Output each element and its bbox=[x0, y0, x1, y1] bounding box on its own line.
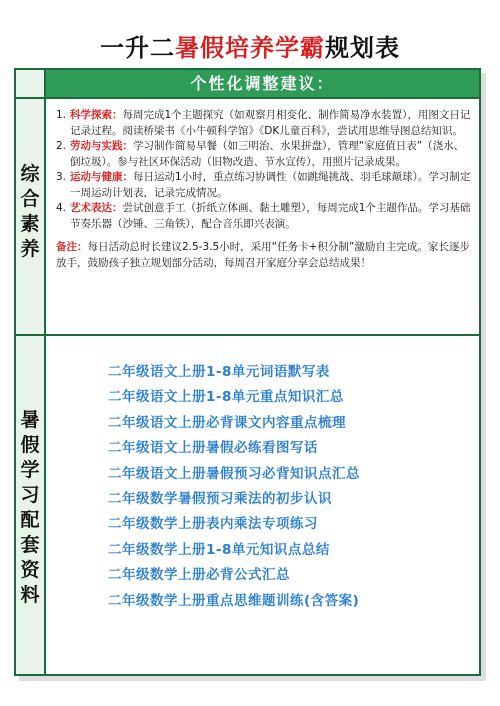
label-char: 资 bbox=[20, 559, 40, 581]
title-part-2: 暑假培养学霸 bbox=[175, 33, 325, 62]
resource-list bbox=[108, 360, 478, 614]
item-heading: 科学探索： bbox=[70, 109, 123, 121]
remark-note bbox=[56, 240, 474, 271]
item-body: 每日运动1小时，重点练习协调性（如跳绳挑战、羽毛球颠球）。学习制定一周运动计划表，记录完成情况。 bbox=[70, 171, 471, 199]
resource-item: 二年级数学上册1-8单元知识点总结 bbox=[108, 541, 330, 558]
label-char: 合 bbox=[20, 188, 40, 210]
section-divider bbox=[16, 334, 479, 336]
remark-heading: 备注： bbox=[56, 241, 88, 253]
resource-item: 二年级语文上册必背课文内容重点梳理 bbox=[108, 414, 346, 431]
label-char: 习 bbox=[20, 484, 40, 506]
item-body: 尝试创意手工（折纸立体画、黏土雕塑），每周完成1个主题作品。学习基础节奏乐器（沙锤、三角铁），配合音乐即兴表演。 bbox=[70, 202, 471, 230]
item-number: 4. bbox=[56, 202, 67, 214]
suggestion-item bbox=[56, 170, 474, 201]
resource-item: 二年级数学上册表内乘法专项练习 bbox=[108, 516, 318, 533]
label-char: 素 bbox=[20, 213, 40, 235]
label-char: 套 bbox=[20, 534, 40, 556]
label-char: 学 bbox=[20, 459, 40, 481]
item-heading: 艺术表达： bbox=[70, 202, 123, 214]
label-char: 配 bbox=[20, 509, 40, 531]
section-label-comprehensive bbox=[16, 162, 44, 262]
resource-item: 二年级语文上册1-8单元词语默写表 bbox=[108, 364, 330, 380]
item-number: 3. bbox=[56, 171, 67, 183]
suggestion-item bbox=[56, 201, 474, 232]
resource-item: 二年级语文上册暑假必练看图写话 bbox=[108, 440, 318, 457]
label-char: 假 bbox=[20, 434, 40, 456]
item-body: 学习制作简易早餐（如三明治、水果拼盘），管理“家庭值日表”（浇水、倒垃圾）。参与社区环保活动（旧物改造、节水宣传），用照片记录成果。 bbox=[70, 140, 465, 168]
item-number: 2. bbox=[56, 140, 67, 152]
resource-item: 二年级数学暑假预习乘法的初步认识 bbox=[108, 490, 332, 507]
remark-body: 每日活动总时长建议2.5-3.5小时，采用“任务卡+积分制”激励自主完成。家长逐步放手，鼓励孩子独立规划部分活动，每周召开家庭分享会总结成果！ bbox=[56, 241, 470, 269]
plan-table bbox=[14, 68, 481, 676]
section-label-materials bbox=[16, 408, 44, 608]
resource-item: 二年级语文上册1-8单元重点知识汇总 bbox=[108, 389, 344, 406]
resource-item: 二年级数学上册重点思维题训练(含答案) bbox=[108, 592, 360, 609]
item-number: 1. bbox=[56, 109, 67, 121]
resource-item: 二年级数学上册必背公式汇总 bbox=[108, 567, 290, 584]
label-char: 综 bbox=[20, 163, 40, 185]
label-char: 料 bbox=[20, 584, 40, 606]
suggestion-list bbox=[56, 108, 474, 271]
suggestion-item bbox=[56, 108, 474, 139]
title-part-3: 规划表 bbox=[325, 33, 400, 62]
label-char: 养 bbox=[20, 238, 40, 260]
suggestion-banner: 个性化调整建议： bbox=[46, 70, 479, 98]
suggestion-item bbox=[56, 139, 474, 170]
item-heading: 运动与健康： bbox=[70, 171, 133, 183]
banner-divider bbox=[16, 97, 479, 99]
item-body: 每周完成1个主题探究（如观察月相变化、制作简易净水装置），用图文日记记录过程。阅读桥梁书《小牛顿科学馆》《DK儿童百科》，尝试用思维导图总结知识。 bbox=[70, 109, 471, 137]
page-title bbox=[0, 28, 500, 63]
resource-item: 二年级语文上册暑假预习必背知识点汇总 bbox=[108, 465, 360, 482]
item-heading: 劳动与实践： bbox=[70, 140, 133, 152]
label-char: 暑 bbox=[20, 409, 40, 431]
title-part-1: 一升二 bbox=[100, 33, 175, 62]
